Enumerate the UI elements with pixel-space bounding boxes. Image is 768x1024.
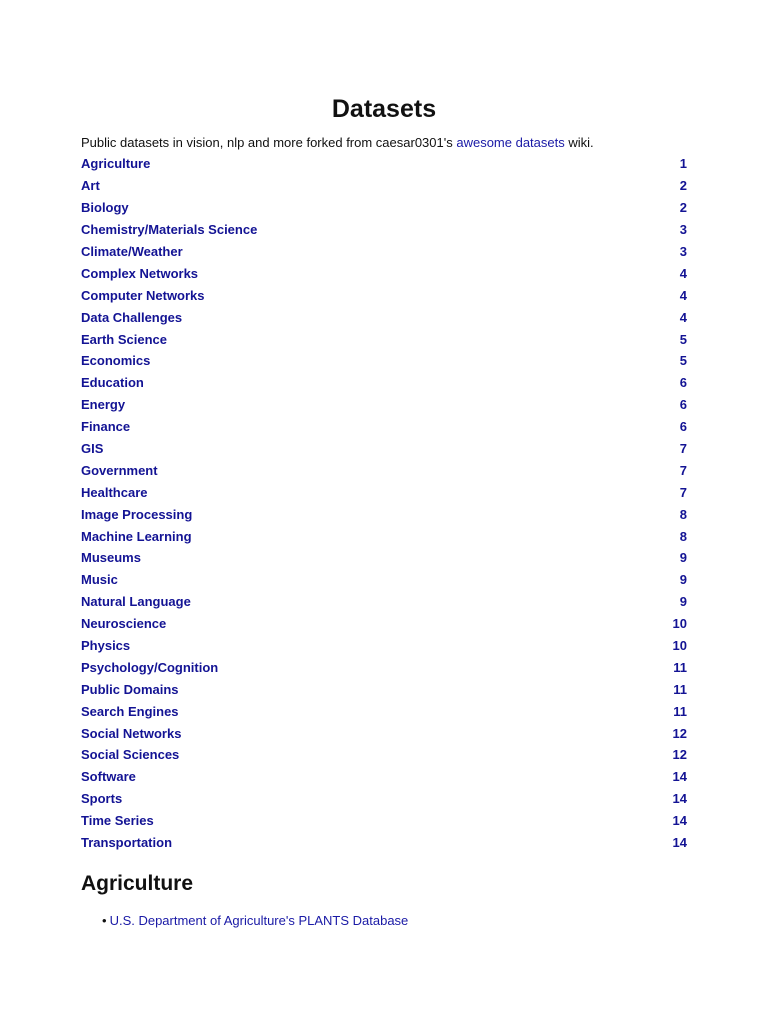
toc-entry[interactable] (81, 832, 687, 854)
toc-entry-label[interactable]: Museums (81, 550, 141, 566)
toc-entry-label[interactable]: Government (81, 462, 158, 478)
toc-entry-label[interactable]: Search Engines (81, 703, 179, 719)
toc-entry-page-number[interactable]: 6 (679, 397, 687, 413)
toc-entry-page-number[interactable]: 4 (679, 265, 687, 281)
toc-entry-page-number[interactable]: 7 (679, 462, 687, 478)
toc-entry-label[interactable]: Time Series (81, 813, 154, 829)
toc-entry[interactable] (81, 153, 687, 175)
toc-entry-page-number[interactable]: 7 (679, 441, 687, 457)
toc-entry[interactable] (81, 481, 687, 503)
toc-entry[interactable] (81, 306, 687, 328)
list-item (102, 912, 687, 930)
toc-entry[interactable] (81, 591, 687, 613)
toc-entry-page-number[interactable]: 11 (673, 681, 687, 697)
toc-entry-page-number[interactable]: 9 (679, 594, 687, 610)
toc-entry[interactable] (81, 328, 687, 350)
toc-entry-page-number[interactable]: 9 (679, 572, 687, 588)
toc-entry[interactable] (81, 394, 687, 416)
toc-entry[interactable] (81, 569, 687, 591)
section-heading-agriculture: Agriculture (81, 871, 194, 895)
toc-entry-page-number[interactable]: 14 (672, 813, 687, 829)
toc-entry-page-number[interactable]: 14 (672, 791, 687, 807)
toc-entry-label[interactable]: Earth Science (81, 331, 167, 347)
toc-entry-label[interactable]: Data Challenges (81, 309, 183, 325)
toc-entry[interactable] (81, 459, 687, 481)
toc-entry-page-number[interactable]: 2 (679, 178, 687, 194)
toc-entry-page-number[interactable]: 12 (672, 725, 687, 741)
toc-entry-page-number[interactable]: 11 (673, 659, 687, 675)
toc-entry-label[interactable]: Healthcare (81, 484, 148, 500)
toc-entry[interactable] (81, 241, 687, 263)
intro-text-after: wiki. (564, 135, 594, 150)
toc-entry-page-number[interactable]: 2 (679, 200, 687, 216)
toc-entry-page-number[interactable]: 7 (679, 484, 687, 500)
toc-entry[interactable] (81, 197, 687, 219)
toc-entry-page-number[interactable]: 5 (679, 331, 687, 347)
intro-paragraph (81, 135, 687, 151)
toc-entry-label[interactable]: Public Domains (81, 681, 179, 697)
toc-entry[interactable] (81, 416, 687, 438)
bullet-icon: • (102, 912, 107, 928)
toc-entry-label[interactable]: Psychology/Cognition (81, 659, 219, 675)
awesome-datasets-link[interactable]: awesome datasets (456, 135, 565, 150)
usda-plants-database-link[interactable]: U.S. Department of Agriculture's PLANTS Database (109, 912, 409, 928)
toc-entry-label[interactable]: Finance (81, 419, 131, 435)
toc-entry[interactable] (81, 438, 687, 460)
toc-entry-label[interactable]: Climate/Weather (81, 244, 183, 259)
table-of-contents (81, 153, 687, 854)
toc-entry-label[interactable]: GIS (81, 441, 104, 457)
toc-entry[interactable] (81, 372, 687, 394)
toc-entry[interactable] (81, 656, 687, 678)
toc-entry-label[interactable]: Sports (81, 791, 123, 807)
toc-entry[interactable] (81, 635, 687, 657)
toc-entry-label[interactable]: Agriculture (81, 156, 151, 172)
toc-entry[interactable] (81, 284, 687, 306)
toc-entry-page-number[interactable]: 3 (679, 244, 687, 259)
toc-entry-page-number[interactable]: 10 (672, 616, 687, 632)
toc-entry-page-number[interactable]: 1 (679, 156, 687, 172)
toc-entry-label[interactable]: Chemistry/Materials Science (81, 222, 258, 238)
toc-entry-page-number[interactable]: 11 (673, 703, 687, 719)
toc-entry-label[interactable]: Music (81, 572, 118, 588)
toc-entry-page-number[interactable]: 4 (679, 309, 687, 325)
toc-entry-label[interactable]: Physics (81, 638, 131, 654)
toc-entry-label[interactable]: Natural Language (81, 594, 191, 610)
toc-entry-page-number[interactable]: 8 (679, 506, 687, 522)
toc-entry-label[interactable]: Energy (81, 397, 126, 413)
toc-entry[interactable] (81, 503, 687, 525)
toc-entry-page-number[interactable]: 12 (672, 747, 687, 763)
toc-entry[interactable] (81, 744, 687, 766)
toc-entry-label[interactable]: Computer Networks (81, 287, 205, 303)
page-title: Datasets (331, 95, 437, 123)
toc-entry-label[interactable]: Social Networks (81, 725, 182, 741)
toc-entry[interactable] (81, 788, 687, 810)
toc-entry[interactable] (81, 219, 687, 241)
toc-entry-label[interactable]: Education (81, 375, 144, 391)
toc-entry-page-number[interactable]: 10 (672, 638, 687, 654)
toc-entry-label[interactable]: Transportation (81, 835, 173, 851)
toc-entry[interactable] (81, 525, 687, 547)
toc-entry-label[interactable]: Neuroscience (81, 616, 167, 632)
toc-entry-page-number[interactable]: 6 (679, 375, 687, 391)
intro-text-before: Public datasets in vision, nlp and more forked from caesar0301's (81, 135, 457, 150)
toc-entry-label[interactable]: Software (81, 769, 136, 785)
toc-entry[interactable] (81, 350, 687, 372)
toc-entry-label[interactable]: Machine Learning (81, 528, 192, 544)
toc-entry-label[interactable]: Biology (81, 200, 129, 216)
toc-entry-label[interactable]: Art (81, 178, 100, 194)
toc-entry-label[interactable]: Social Sciences (81, 747, 180, 763)
toc-entry-page-number[interactable]: 5 (679, 353, 687, 369)
toc-entry-page-number[interactable]: 8 (679, 528, 687, 544)
toc-entry[interactable] (81, 678, 687, 700)
toc-entry[interactable] (81, 722, 687, 744)
toc-entry-page-number[interactable]: 9 (679, 550, 687, 566)
toc-entry[interactable] (81, 700, 687, 722)
agriculture-link-list (81, 912, 687, 930)
toc-entry[interactable] (81, 613, 687, 635)
toc-entry[interactable] (81, 262, 687, 284)
toc-entry[interactable] (81, 810, 687, 832)
toc-entry-page-number[interactable]: 4 (679, 287, 687, 303)
toc-entry-label[interactable]: Complex Networks (81, 265, 199, 281)
toc-entry-page-number[interactable]: 3 (679, 222, 687, 238)
toc-entry-page-number[interactable]: 6 (679, 419, 687, 435)
toc-entry[interactable] (81, 547, 687, 569)
toc-entry-label[interactable]: Economics (81, 353, 151, 369)
toc-entry-label[interactable]: Image Processing (81, 506, 193, 522)
toc-entry[interactable] (81, 175, 687, 197)
toc-entry-page-number[interactable]: 14 (672, 769, 687, 785)
toc-entry[interactable] (81, 766, 687, 788)
toc-entry-page-number[interactable]: 14 (672, 835, 687, 851)
